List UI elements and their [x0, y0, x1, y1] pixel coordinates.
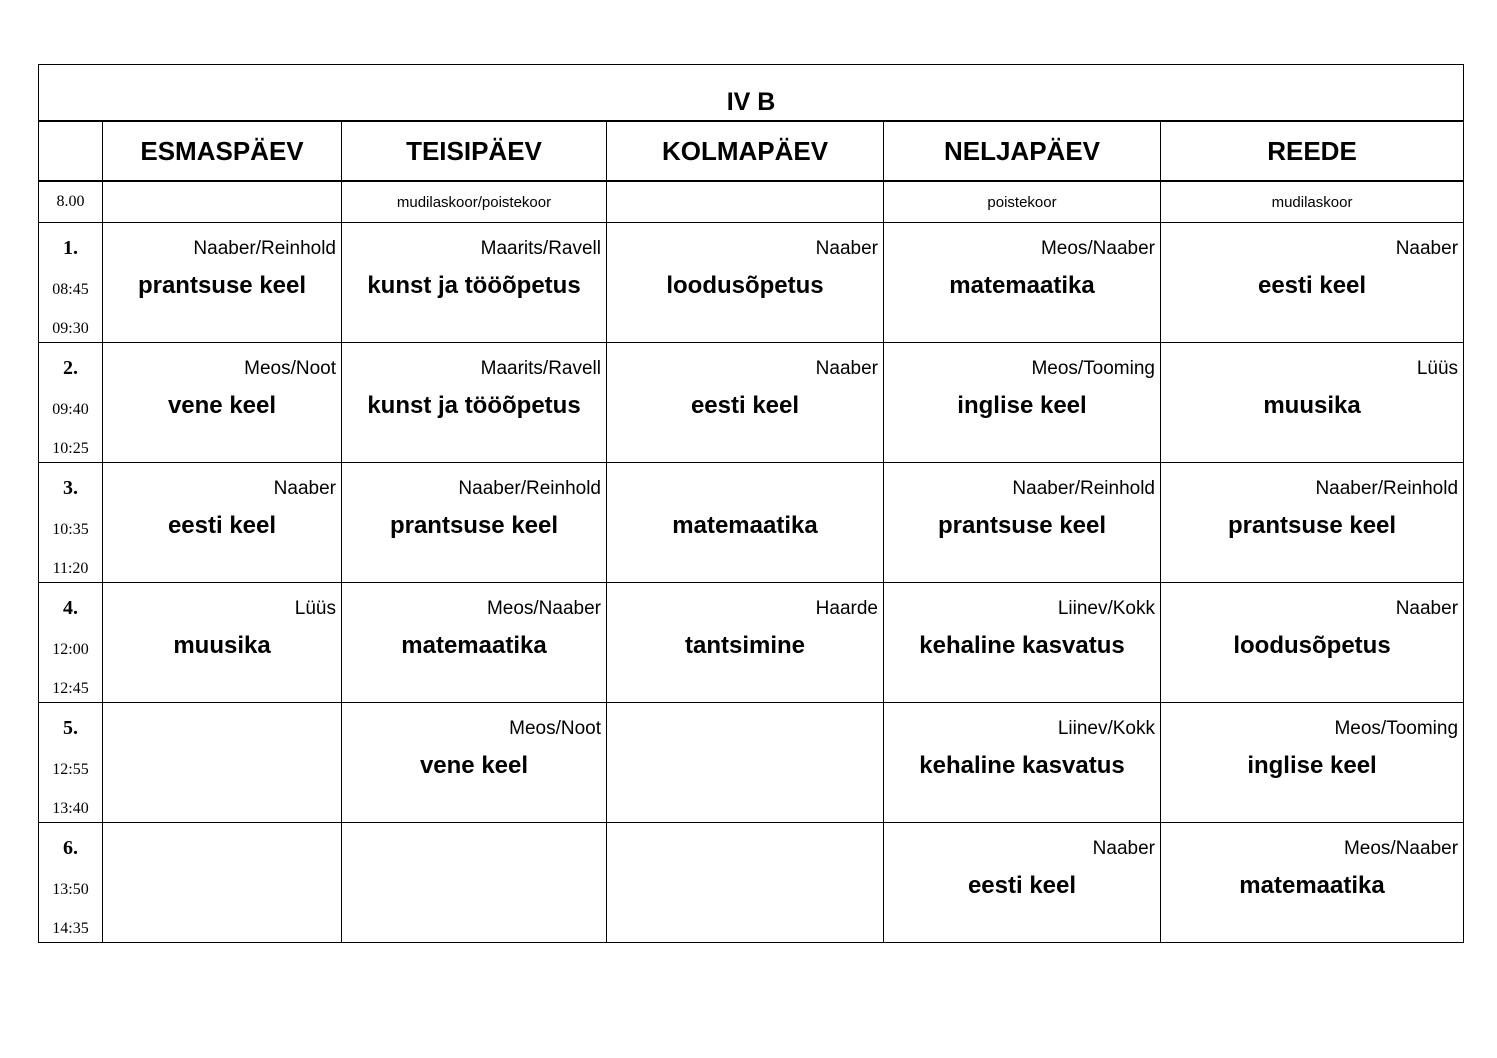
- period-number: 4.: [63, 597, 78, 619]
- lesson-row: [39, 223, 1464, 343]
- lesson-cell: [607, 223, 884, 343]
- teacher-name: Meos/Naaber: [1040, 238, 1155, 259]
- teacher-name: Naaber/Reinhold: [1012, 478, 1155, 499]
- period-start-time: 09:40: [52, 401, 89, 418]
- lesson-cell: [103, 583, 342, 703]
- lesson-cell: [103, 343, 342, 463]
- subject-name: eesti keel: [690, 392, 800, 419]
- lesson-cell: [342, 463, 607, 583]
- teacher-name: Maarits/Ravell: [480, 358, 601, 379]
- teacher-name: Naaber/Reinhold: [193, 238, 336, 259]
- subject-name: inglise keel: [1247, 752, 1377, 779]
- period-end-time: 11:20: [52, 560, 89, 577]
- subject-name: eesti keel: [967, 872, 1077, 899]
- day-header: TEISIPÄEV: [342, 121, 607, 181]
- teacher-name: Meos/Tooming: [1334, 718, 1459, 739]
- lesson-cell: [342, 823, 607, 943]
- teacher-name: Maarits/Ravell: [480, 238, 601, 259]
- choir-cell: mudilaskoor: [1161, 181, 1464, 223]
- day-header: REEDE: [1161, 121, 1464, 181]
- lesson-row: [39, 463, 1464, 583]
- choir-cell: [103, 181, 342, 223]
- timetable: [38, 64, 1464, 943]
- teacher-name: Naaber/Reinhold: [458, 478, 601, 499]
- subject-name: inglise keel: [957, 392, 1087, 419]
- subject-name: kunst ja tööõpetus: [367, 272, 581, 299]
- teacher-name: Naaber: [273, 478, 336, 499]
- teacher-name: Liinev/Kokk: [1057, 598, 1155, 619]
- lesson-row: [39, 823, 1464, 943]
- lesson-row: [39, 343, 1464, 463]
- period-cell: [39, 823, 103, 943]
- period-cell: [39, 703, 103, 823]
- class-title: IV B: [39, 65, 1464, 122]
- subject-name: matemaatika: [949, 272, 1095, 299]
- teacher-name: Liinev/Kokk: [1057, 718, 1155, 739]
- lesson-cell: [1161, 223, 1464, 343]
- day-header: NELJAPÄEV: [884, 121, 1161, 181]
- teacher-name: Meos/Tooming: [1031, 358, 1155, 379]
- teacher-name: Naaber: [815, 358, 878, 379]
- lesson-row: [39, 583, 1464, 703]
- subject-name: loodusõpetus: [666, 272, 824, 299]
- lesson-cell: [884, 223, 1161, 343]
- day-header: KOLMAPÄEV: [607, 121, 884, 181]
- lesson-cell: [1161, 343, 1464, 463]
- period-number: 3.: [63, 477, 78, 499]
- subject-name: matemaatika: [672, 512, 818, 539]
- lesson-cell: [103, 703, 342, 823]
- period-end-time: 13:40: [52, 800, 89, 817]
- period-end-time: 10:25: [52, 440, 89, 457]
- lesson-cell: [1161, 463, 1464, 583]
- subject-name: kehaline kasvatus: [919, 632, 1125, 659]
- subject-name: muusika: [173, 632, 271, 659]
- subject-name: tantsimine: [684, 632, 806, 659]
- lesson-cell: [607, 463, 884, 583]
- lesson-row: [39, 703, 1464, 823]
- lesson-cell: [1161, 823, 1464, 943]
- period-end-time: 09:30: [52, 320, 89, 337]
- period-number: 6.: [63, 837, 78, 859]
- lesson-cell: [342, 343, 607, 463]
- period-end-time: 12:45: [52, 680, 89, 697]
- period-cell: [39, 463, 103, 583]
- lesson-cell: [103, 463, 342, 583]
- lesson-cell: [884, 463, 1161, 583]
- period-number: 5.: [63, 717, 78, 739]
- lesson-cell: [884, 343, 1161, 463]
- day-header: ESMASPÄEV: [103, 121, 342, 181]
- title-row: [39, 65, 1464, 122]
- period-start-time: 13:50: [52, 881, 89, 898]
- lesson-cell: [884, 823, 1161, 943]
- period-number: 1.: [63, 237, 78, 259]
- period-end-time: 14:35: [52, 920, 89, 937]
- teacher-name: Meos/Naaber: [1343, 838, 1459, 859]
- subject-name: prantsuse keel: [137, 272, 307, 299]
- subject-name: kehaline kasvatus: [919, 752, 1125, 779]
- period-start-time: 12:00: [52, 641, 89, 658]
- choir-cell: mudilaskoor/poistekoor: [342, 181, 607, 223]
- teacher-name: Naaber/Reinhold: [1315, 478, 1459, 499]
- teacher-name: Meos/Naaber: [486, 598, 601, 619]
- subject-name: eesti keel: [1257, 272, 1367, 299]
- lesson-cell: [607, 583, 884, 703]
- period-start-time: 10:35: [52, 521, 89, 538]
- morning-time: 8.00: [39, 181, 103, 223]
- lesson-cell: [1161, 703, 1464, 823]
- lesson-cell: [103, 823, 342, 943]
- lesson-cell: [607, 823, 884, 943]
- teacher-name: Naaber: [815, 238, 878, 259]
- teacher-name: Naaber: [1395, 238, 1459, 259]
- subject-name: vene keel: [167, 392, 277, 419]
- period-start-time: 08:45: [52, 281, 89, 298]
- lesson-cell: [342, 703, 607, 823]
- subject-name: prantsuse keel: [389, 512, 559, 539]
- subject-name: muusika: [1263, 392, 1361, 419]
- period-cell: [39, 223, 103, 343]
- period-cell: [39, 343, 103, 463]
- lesson-cell: [607, 703, 884, 823]
- period-number: 2.: [63, 357, 78, 379]
- lesson-rows: [39, 223, 1464, 943]
- subject-name: eesti keel: [167, 512, 277, 539]
- subject-name: vene keel: [419, 752, 529, 779]
- subject-name: matemaatika: [1239, 872, 1385, 899]
- teacher-name: Lüüs: [1416, 358, 1459, 379]
- day-header-row: [39, 121, 1464, 181]
- teacher-name: Meos/Noot: [509, 718, 601, 739]
- lesson-cell: [884, 703, 1161, 823]
- teacher-name: Naaber: [1395, 598, 1459, 619]
- period-start-time: 12:55: [52, 761, 89, 778]
- teacher-name: Meos/Noot: [244, 358, 336, 379]
- lesson-cell: [342, 583, 607, 703]
- period-cell: [39, 583, 103, 703]
- subject-name: matemaatika: [401, 632, 547, 659]
- morning-choir-row: [39, 181, 1464, 223]
- subject-name: loodusõpetus: [1233, 632, 1391, 659]
- lesson-cell: [103, 223, 342, 343]
- teacher-name: Haarde: [815, 598, 878, 619]
- subject-name: kunst ja tööõpetus: [367, 392, 581, 419]
- teacher-name: Naaber: [1092, 838, 1155, 859]
- teacher-name: Lüüs: [294, 598, 336, 619]
- lesson-cell: [342, 223, 607, 343]
- choir-cell: [607, 181, 884, 223]
- corner-cell: [39, 121, 103, 181]
- lesson-cell: [1161, 583, 1464, 703]
- lesson-cell: [607, 343, 884, 463]
- lesson-cell: [884, 583, 1161, 703]
- subject-name: prantsuse keel: [937, 512, 1107, 539]
- subject-name: prantsuse keel: [1227, 512, 1397, 539]
- choir-cell: poistekoor: [884, 181, 1161, 223]
